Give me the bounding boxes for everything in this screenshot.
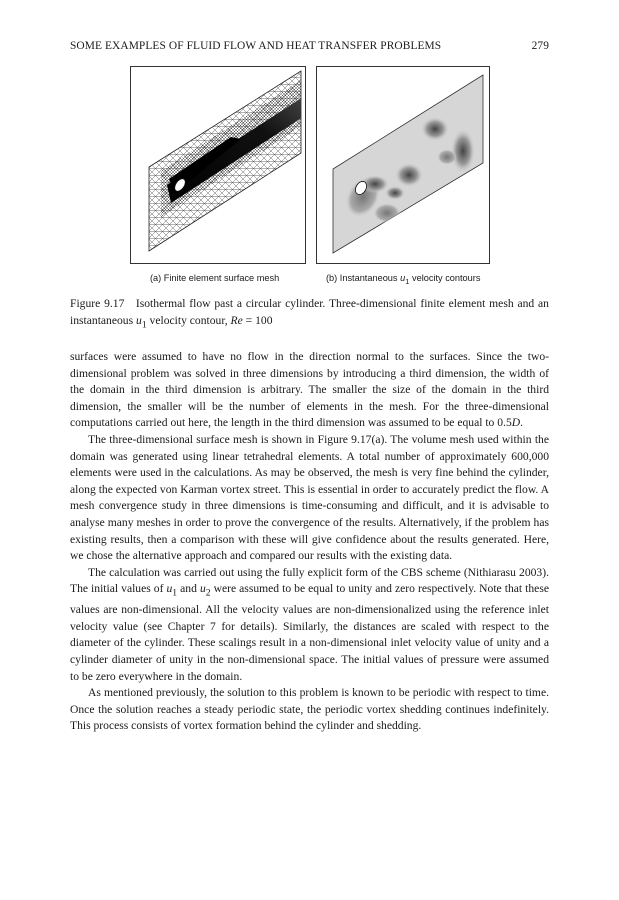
running-head-title: SOME EXAMPLES OF FLUID FLOW AND HEAT TRANSFER PROBLEMS <box>70 40 442 52</box>
body-text <box>70 349 549 735</box>
velocity-contour-image <box>317 67 489 263</box>
paragraph-3-sub-2: 2 <box>205 587 211 599</box>
figure-caption <box>70 295 549 333</box>
mesh-figure-image <box>131 67 305 263</box>
paragraph-3-text-a: The calculation was carried out using the fully explicit form of the CBS scheme (Nithiarasu 2003). The initial values of <box>70 565 549 596</box>
subcaption-b-suffix: velocity contours <box>409 273 481 283</box>
paragraph-1-var: D <box>511 416 521 430</box>
subcaption-b-prefix: (b) Instantaneous <box>326 273 401 283</box>
paragraph-4: As mentioned previously, the solution to this problem is known to be periodic with respect to time. Once the solution reaches a steady periodic state, the periodic vortex shedding continues indefinitely. This process consists of vortex formation behind the cylinder and shedding. <box>70 686 549 733</box>
caption-var: u <box>136 314 142 327</box>
paragraph-1-text: surfaces were assumed to have no flow in the direction normal to the surfaces. Since the two-dimensional problem was solved in three dimensions by introducing a third dimension, the width of the domain in the third dimension is arbitrary. The smaller the size of the domain in the third dimension, the smaller will be the number of elements in the mesh. For the three-dimensional computations carried out here, the length in the third dimension was assumed to be equal to 0.5 <box>70 350 549 430</box>
caption-eq: = 100 <box>242 314 273 327</box>
subcaption-b-var: u <box>400 273 406 283</box>
paragraph-3 <box>70 565 549 685</box>
caption-label: Figure 9.17 <box>70 297 125 310</box>
paragraph-3-var-1: u <box>166 582 173 596</box>
caption-text-2: velocity contour, <box>146 314 231 327</box>
subcaption-a: (a) Finite element surface mesh <box>150 273 280 283</box>
caption-re: Re <box>230 314 243 327</box>
subcaption-b-sub: 1 <box>405 276 410 286</box>
velocity-contour-panel <box>316 66 490 264</box>
paragraph-1 <box>70 349 549 432</box>
paragraph-3-var-2: u <box>199 582 206 596</box>
caption-sub: 1 <box>141 319 147 331</box>
figure-9-17 <box>0 66 619 286</box>
paragraph-3-and: and <box>177 582 200 596</box>
paragraph-3-sub-1: 1 <box>172 587 178 599</box>
caption-text-1: Isothermal flow past a circular cylinder. Three-dimensional finite element mesh and an instantaneous <box>70 297 549 327</box>
paragraph-2: The three-dimensional surface mesh is shown in Figure 9.17(a). The volume mesh used within the domain was generated using linear tetrahedral elements. A total number of approximately 600,000 elements were used in the calculations. As may be observed, the mesh is very fine behind the cylinder, along the expected von Karman vortex street. This is essential in order to accurately predict the flow. A mesh convergence study in three dimensions is time-consuming and difficult, and it is advisable to analyse many meshes in order to prove the convergence of the results. Alternatively, if the problem has existing results, then a comparison with these will give confidence about the results generated. Here, we chose the alternative approach and compared our results with the existing data. <box>70 432 549 563</box>
page-number: 279 <box>531 40 549 52</box>
running-head <box>70 40 549 52</box>
paragraph-3-text-b: were assumed to be equal to unity and zero respectively. Note that these values are non-dimensional. All the velocity values are non-dimensionalized using the reference inlet velocity value (see Chapter 7 for details). Similarly, the distances are scaled with respect to the diameter of the cylinder. These scalings result in a non-dimensional inlet velocity value of unity and a cylinder diameter of unity in the non-dimensional space. The initial values of pressure were assumed to be zero everywhere in the domain. <box>70 582 549 683</box>
paragraph-1-end: . <box>520 416 524 430</box>
mesh-figure-panel <box>130 66 306 264</box>
subcaption-b <box>326 273 480 286</box>
